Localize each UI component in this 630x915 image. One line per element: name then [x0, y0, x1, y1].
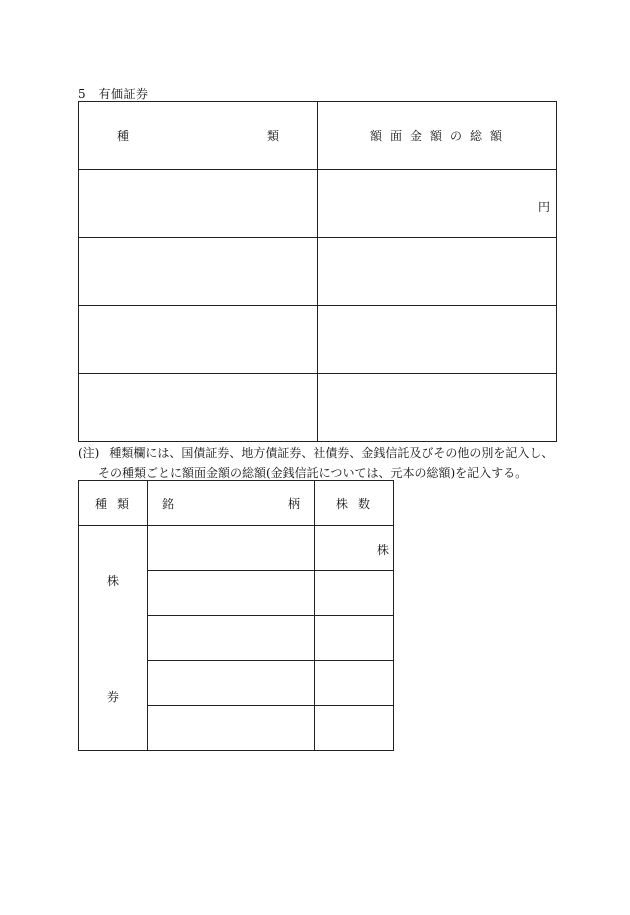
note-line-2: その種類ごとに額面金額の総額(金銭信託については、元本の総額)を記入する。 [98, 466, 528, 480]
table-row [79, 374, 557, 442]
table-header-row [79, 102, 557, 170]
section-number: 5 [78, 87, 87, 101]
table-header-row [79, 481, 394, 526]
stock-kind-cell [79, 526, 148, 751]
brand-input-cell[interactable] [148, 526, 315, 571]
header-brand-cell [148, 481, 315, 526]
amount-input-cell[interactable] [318, 374, 557, 442]
note [78, 443, 578, 483]
header-kind: 種類 [94, 496, 139, 511]
count-input-cell[interactable] [315, 706, 394, 751]
header-kind-right: 類 [266, 129, 279, 143]
count-input-cell[interactable] [315, 616, 394, 661]
table-row [79, 170, 557, 238]
brand-input-cell[interactable] [148, 706, 315, 751]
unit-shares: 株 [376, 543, 389, 557]
header-kind-cell [79, 102, 318, 170]
count-input-cell[interactable] [315, 571, 394, 616]
stock-label-bottom: 券 [106, 690, 119, 704]
securities-table [78, 101, 557, 442]
brand-input-cell[interactable] [148, 616, 315, 661]
header-count-cell [315, 481, 394, 526]
stock-label-top: 株 [106, 574, 119, 588]
kind-input-cell[interactable] [79, 170, 318, 238]
header-brand-left: 銘 [162, 496, 175, 511]
unit-yen: 円 [537, 200, 550, 214]
table-row [79, 526, 394, 571]
note-tag: (注) [78, 446, 100, 460]
brand-input-cell[interactable] [148, 661, 315, 706]
count-input-cell[interactable] [315, 526, 394, 571]
header-brand-right: 柄 [287, 496, 300, 511]
amount-input-cell[interactable] [318, 238, 557, 306]
kind-input-cell[interactable] [79, 306, 318, 374]
header-count: 株数 [335, 496, 380, 511]
header-kind-cell [79, 481, 148, 526]
table-row [79, 306, 557, 374]
amount-input-cell[interactable] [318, 170, 557, 238]
section-heading [78, 85, 148, 102]
kind-input-cell[interactable] [79, 238, 318, 306]
stock-table [78, 480, 394, 751]
section-title: 有価証券 [98, 87, 149, 101]
header-amount-cell [318, 102, 557, 170]
table-row [79, 238, 557, 306]
count-input-cell[interactable] [315, 661, 394, 706]
header-amount: 額面金額の総額 [369, 129, 510, 143]
header-kind-left: 種 [117, 129, 130, 143]
amount-input-cell[interactable] [318, 306, 557, 374]
brand-input-cell[interactable] [148, 571, 315, 616]
note-line-1: 種類欄には、国債証券、地方債証券、社債券、金銭信託及びその他の別を記入し、 [109, 446, 554, 460]
kind-input-cell[interactable] [79, 374, 318, 442]
